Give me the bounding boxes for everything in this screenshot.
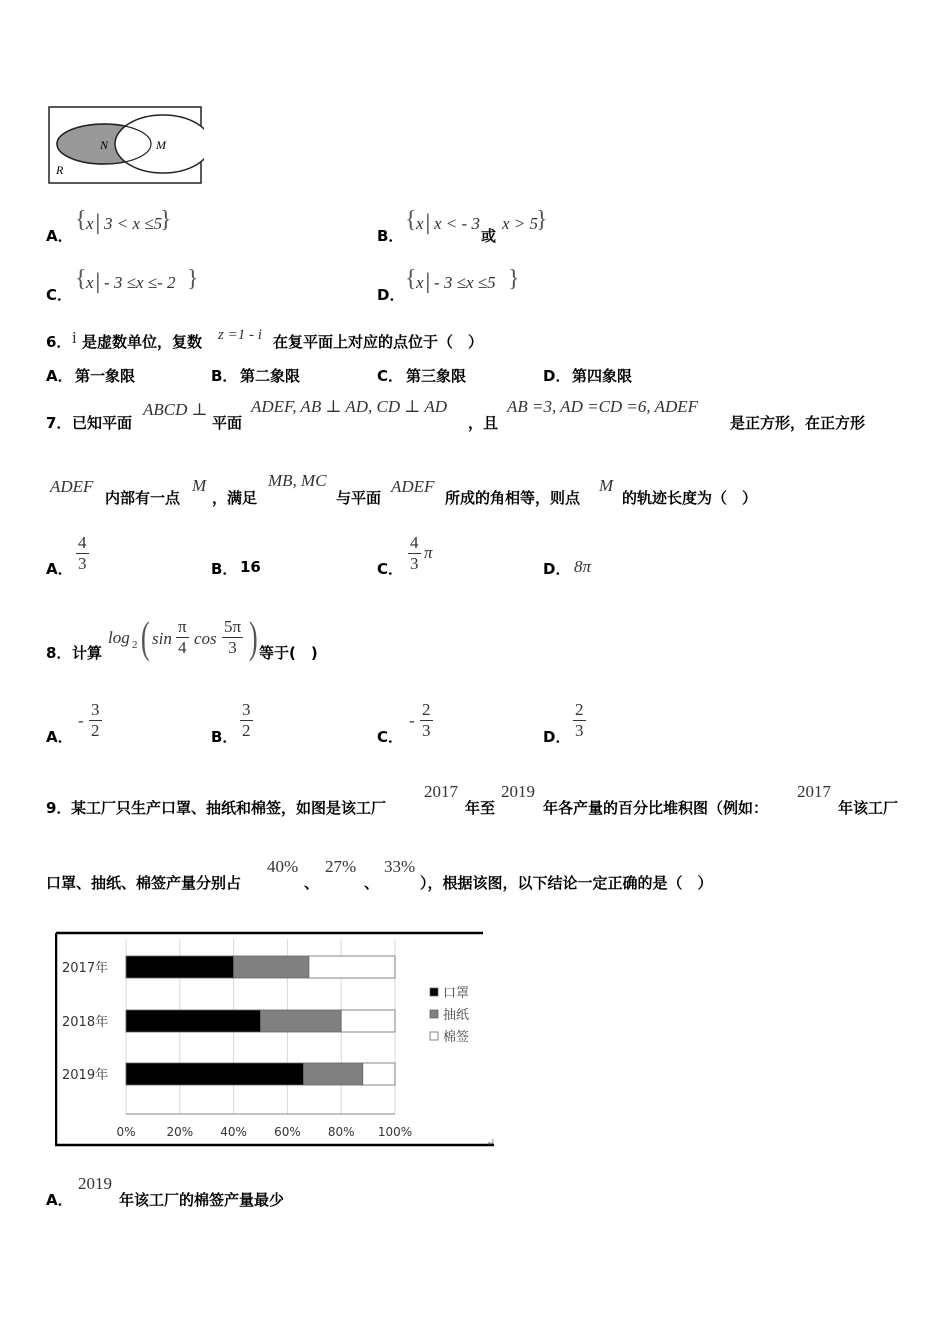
- q6-text-2: 在复平面上对应的点位于（ ）: [273, 333, 484, 351]
- q7-number: 7．: [46, 414, 72, 432]
- q7-option-c-pi: π: [424, 543, 433, 562]
- q9-number: 9．: [46, 799, 72, 817]
- q7-text-5: 内部有一点: [105, 489, 181, 507]
- q5-option-b-math2: x > 5: [502, 214, 539, 233]
- q9-option-a-text: 年该工厂的棉签产量最少: [119, 1191, 285, 1209]
- q9-year-1: 2017: [424, 782, 458, 801]
- chart-legend-label: 口罩: [443, 986, 470, 1001]
- q8-paren-open: (: [140, 613, 150, 662]
- return-mark: ↵: [486, 1136, 496, 1149]
- q6-i: i: [72, 328, 77, 347]
- chart-category-label: 2019年: [62, 1068, 109, 1083]
- chart-bar-segment: [126, 1063, 304, 1085]
- q5-a-brace-close: }: [160, 207, 172, 233]
- q6-math: z =1 - i: [218, 327, 262, 343]
- q9-option-a-year: 2019: [78, 1174, 112, 1193]
- q7-math-3: AB =3, AD =CD =6, ADEF: [507, 397, 699, 416]
- q9-sep-2: 、: [364, 874, 380, 892]
- q8-text-1: 计算: [72, 644, 103, 662]
- venn-m-label: M: [156, 138, 166, 152]
- q5-d-brace: {: [405, 266, 417, 292]
- q7-math-8: M: [599, 476, 614, 495]
- q5-option-d-math: x│- 3 ≤x ≤5: [416, 273, 496, 292]
- q8-log-base: 2: [132, 639, 138, 651]
- q8-option-b-fraction: $\frac{3}{2}$: [242, 700, 251, 740]
- q5-b-brace: {: [405, 207, 417, 233]
- chart-bar-segment: [363, 1063, 395, 1085]
- q7-text-6: ，满足: [212, 489, 258, 507]
- q8-option-d-fraction: $\frac{2}{3}$: [575, 700, 584, 740]
- venn-diagram: [48, 106, 204, 186]
- q7-math-4: ADEF: [50, 477, 94, 496]
- q7-text-3: ，且: [468, 414, 499, 432]
- chart-legend-swatch: [430, 1032, 438, 1040]
- q5-b-brace-close: }: [536, 207, 548, 233]
- q9-text-1: 某工厂只生产口罩、抽纸和棉签，如图是该工厂: [71, 799, 387, 817]
- q7-text-8: 所成的角相等，则点: [445, 489, 581, 507]
- q7-option-b-text: 16: [240, 558, 261, 576]
- chart-legend-label: 抽纸: [443, 1008, 470, 1023]
- chart-category-label: 2018年: [62, 1015, 109, 1030]
- q8-text-2: 等于( ): [259, 644, 318, 662]
- q9-percent-2: 27%: [325, 857, 357, 876]
- q8-option-b-label: B．: [211, 728, 238, 746]
- q9-text-2: 年至: [465, 799, 496, 817]
- q8-log: log: [108, 628, 130, 647]
- q9-percent-3: 33%: [384, 857, 416, 876]
- q5-option-b-label: B．: [377, 227, 404, 245]
- chart-category-label: 2017年: [62, 961, 109, 976]
- q9-percent-1: 40%: [267, 857, 299, 876]
- q9-sep-1: 、: [304, 874, 320, 892]
- q5-d-brace-close: }: [508, 266, 520, 292]
- q5-option-a-label: A．: [46, 227, 73, 245]
- q7-math-6: MB, MC: [268, 471, 327, 490]
- q8-fraction-1: $\frac{\pi}{4}$: [178, 617, 187, 657]
- q7-option-a-fraction: $\frac{4}{3}$: [78, 533, 87, 573]
- q9-text-3: 年各产量的百分比堆积图（例如：: [543, 799, 769, 817]
- q9-option-a-label: A．: [46, 1191, 73, 1209]
- q8-option-a-sign: -: [78, 711, 84, 730]
- q8-fraction-2: $\frac{5\pi}{3}$: [224, 617, 242, 657]
- chart-xtick-label: 40%: [220, 1125, 247, 1139]
- q6-option-b-label: B．: [211, 367, 238, 385]
- chart-xtick-label: 0%: [116, 1125, 136, 1139]
- q8-sin: sin: [152, 629, 172, 648]
- q7-option-c-fraction: $\frac{4}{3}$: [410, 533, 419, 573]
- q9-year-2: 2019: [501, 782, 535, 801]
- q8-option-c-label: C．: [377, 728, 404, 746]
- q8-option-a-fraction: $\frac{3}{2}$: [91, 700, 100, 740]
- q8-option-c-sign: -: [409, 711, 415, 730]
- q9-text-6: ），根据该图，以下结论一定正确的是（ ）: [420, 874, 713, 892]
- q5-option-c-label: C．: [46, 286, 73, 304]
- chart-legend-swatch: [430, 988, 438, 996]
- q7-option-d-label: D．: [543, 560, 571, 578]
- q6-text-1: 是虚数单位，复数: [82, 333, 203, 351]
- chart-bar-segment: [234, 956, 309, 978]
- stacked-bar-chart: [55, 931, 495, 1147]
- chart-bar-segment: [126, 1010, 261, 1032]
- q5-option-b-math1: x│x < - 3: [416, 214, 480, 233]
- q8-cos: cos: [194, 629, 217, 648]
- q8-option-d-label: D．: [543, 728, 571, 746]
- q5-c-brace: {: [75, 266, 87, 292]
- chart-xtick-label: 80%: [327, 1125, 355, 1139]
- chart-bar-segment: [341, 1010, 395, 1032]
- q7-option-a-label: A．: [46, 560, 73, 578]
- q6-option-d-text: 第四象限: [572, 367, 633, 385]
- q5-option-c-math: x│- 3 ≤x ≤- 2: [86, 273, 176, 292]
- q8-paren-close: ): [248, 613, 258, 662]
- q9-text-4: 年该工厂: [838, 799, 899, 817]
- q5-option-a-math: x│3 < x ≤5: [86, 214, 163, 233]
- q7-math-7: ADEF: [391, 477, 435, 496]
- q7-text-2: 平面: [212, 414, 243, 432]
- q9-year-3: 2017: [797, 782, 831, 801]
- chart-bar-segment: [304, 1063, 363, 1085]
- chart-legend-swatch: [430, 1010, 438, 1018]
- chart-xtick-label: 100%: [377, 1125, 413, 1139]
- q7-text-9: 的轨迹长度为（ ）: [622, 489, 758, 507]
- q6-option-c-text: 第三象限: [406, 367, 467, 385]
- q8-option-a-label: A．: [46, 728, 73, 746]
- chart-xtick-label: 20%: [166, 1125, 194, 1139]
- q7-text-4: 是正方形，在正方形: [730, 414, 866, 432]
- chart-legend-label: 棉签: [443, 1030, 470, 1045]
- q6-option-a-text: 第一象限: [75, 367, 136, 385]
- chart-bar-segment: [309, 956, 395, 978]
- venn-r-label: R: [56, 163, 64, 177]
- q7-option-c-label: C．: [377, 560, 404, 578]
- chart-bar-segment: [261, 1010, 342, 1032]
- q5-c-brace-close: }: [187, 266, 199, 292]
- q5-a-brace: {: [75, 207, 87, 233]
- q7-option-b-label: B．: [211, 560, 238, 578]
- q5-option-d-label: D．: [377, 286, 405, 304]
- q6-number: 6．: [46, 333, 72, 351]
- q7-text-1: 已知平面: [72, 414, 133, 432]
- venn-n-label: N: [100, 138, 109, 152]
- q7-math-5: M: [192, 476, 207, 495]
- q6-option-b-text: 第二象限: [240, 367, 301, 385]
- q8-number: 8．: [46, 644, 72, 662]
- q8-option-c-fraction: $\frac{2}{3}$: [422, 700, 431, 740]
- q7-text-7: 与平面: [336, 489, 382, 507]
- q6-option-a-label: A．: [46, 367, 73, 385]
- q7-option-d-math: 8π: [574, 557, 592, 576]
- q7-math-2: ADEF, AB ⊥ AD, CD ⊥ AD: [251, 397, 447, 416]
- q9-text-5: 口罩、抽纸、棉签产量分别占: [46, 874, 242, 892]
- q6-option-d-label: D．: [543, 367, 571, 385]
- chart-xtick-label: 60%: [274, 1125, 301, 1139]
- q5-option-b-or: 或: [481, 227, 497, 245]
- chart-bar-segment: [126, 956, 234, 978]
- q6-option-c-label: C．: [377, 367, 404, 385]
- q7-math-1: ABCD ⊥: [143, 400, 208, 419]
